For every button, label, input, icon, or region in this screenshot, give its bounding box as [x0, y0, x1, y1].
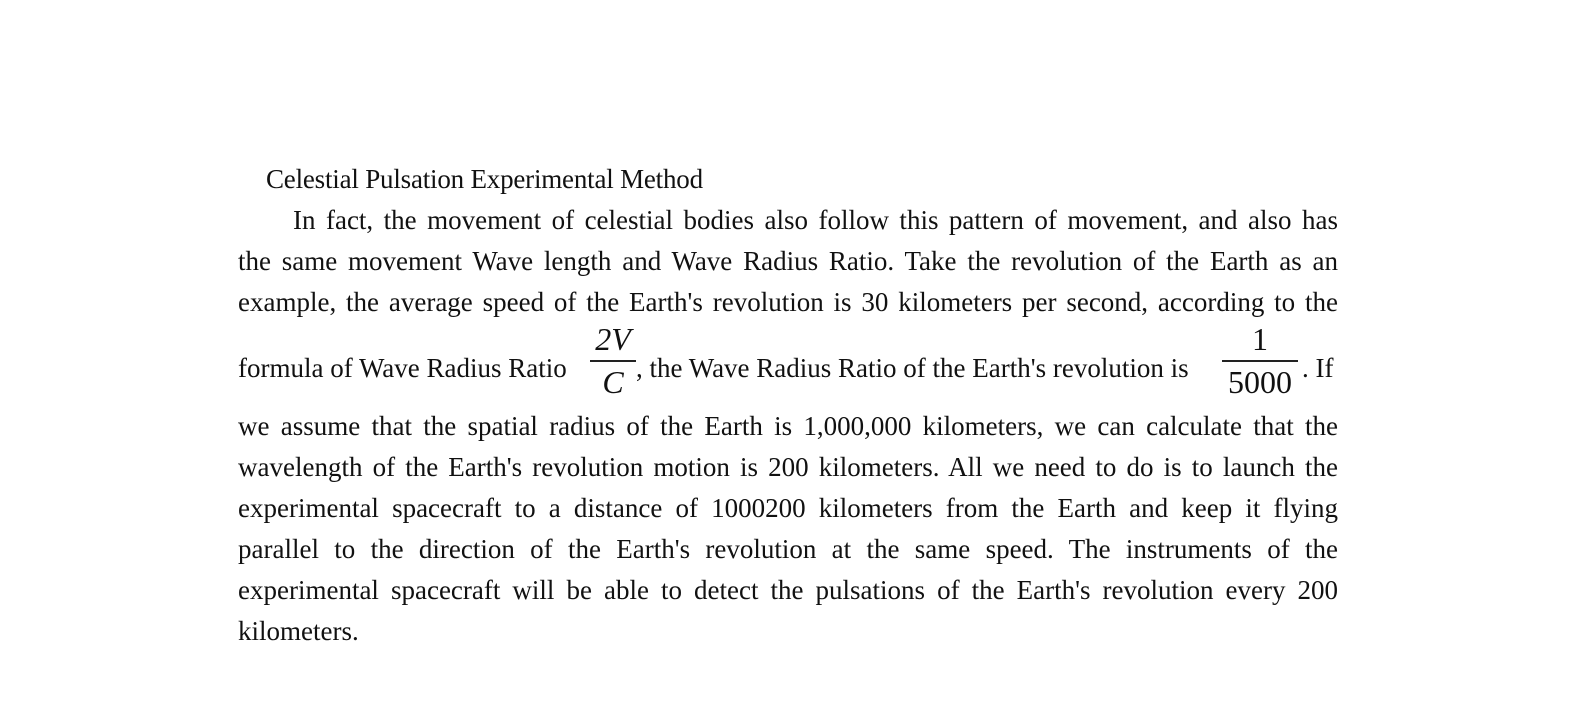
section-heading: Celestial Pulsation Experimental Method [266, 164, 703, 194]
paragraph-line-5: we assume that the spatial radius of the Earth is 1,000,000 kilometers, we can calculate that the [238, 411, 1338, 441]
fraction-denominator: 5000 [1228, 363, 1292, 400]
paragraph-line-1: In fact, the movement of celestial bodies also follow this pattern of movement, and also has [293, 205, 1338, 235]
paragraph-line-6: wavelength of the Earth's revolution motion is 200 kilometers. All we need to do is to launch the [238, 452, 1338, 482]
formula-numerator: 2V [595, 321, 631, 357]
paragraph-line-9: experimental spacecraft will be able to detect the pulsations of the Earth's revolution every 200 [238, 575, 1338, 605]
paragraph-line-3: example, the average speed of the Earth's revolution is 30 kilometers per second, according to the [238, 287, 1338, 317]
fraction-bar [590, 360, 636, 362]
fraction-bar [1222, 360, 1298, 362]
paragraph-line-10: kilometers. [238, 616, 359, 646]
paragraph-line-7: experimental spacecraft to a distance of 1000200 kilometers from the Earth and keep it flying [238, 493, 1338, 523]
line-4-text-start: formula of Wave Radius Ratio [238, 353, 567, 383]
paragraph-line-8: parallel to the direction of the Earth's revolution at the same speed. The instruments of the [238, 534, 1338, 564]
paragraph-line-2: the same movement Wave length and Wave Radius Ratio. Take the revolution of the Earth as an [238, 246, 1338, 276]
earth-ratio-fraction [1222, 322, 1298, 399]
line-4-text-end: . If [1302, 353, 1334, 383]
fraction-numerator: 1 [1252, 321, 1268, 357]
line-4-text-middle: , the Wave Radius Ratio of the Earth's revolution is [636, 353, 1189, 383]
wave-radius-ratio-formula [590, 322, 636, 399]
paragraph-line-4 [238, 322, 1338, 408]
formula-denominator: C [602, 363, 624, 400]
